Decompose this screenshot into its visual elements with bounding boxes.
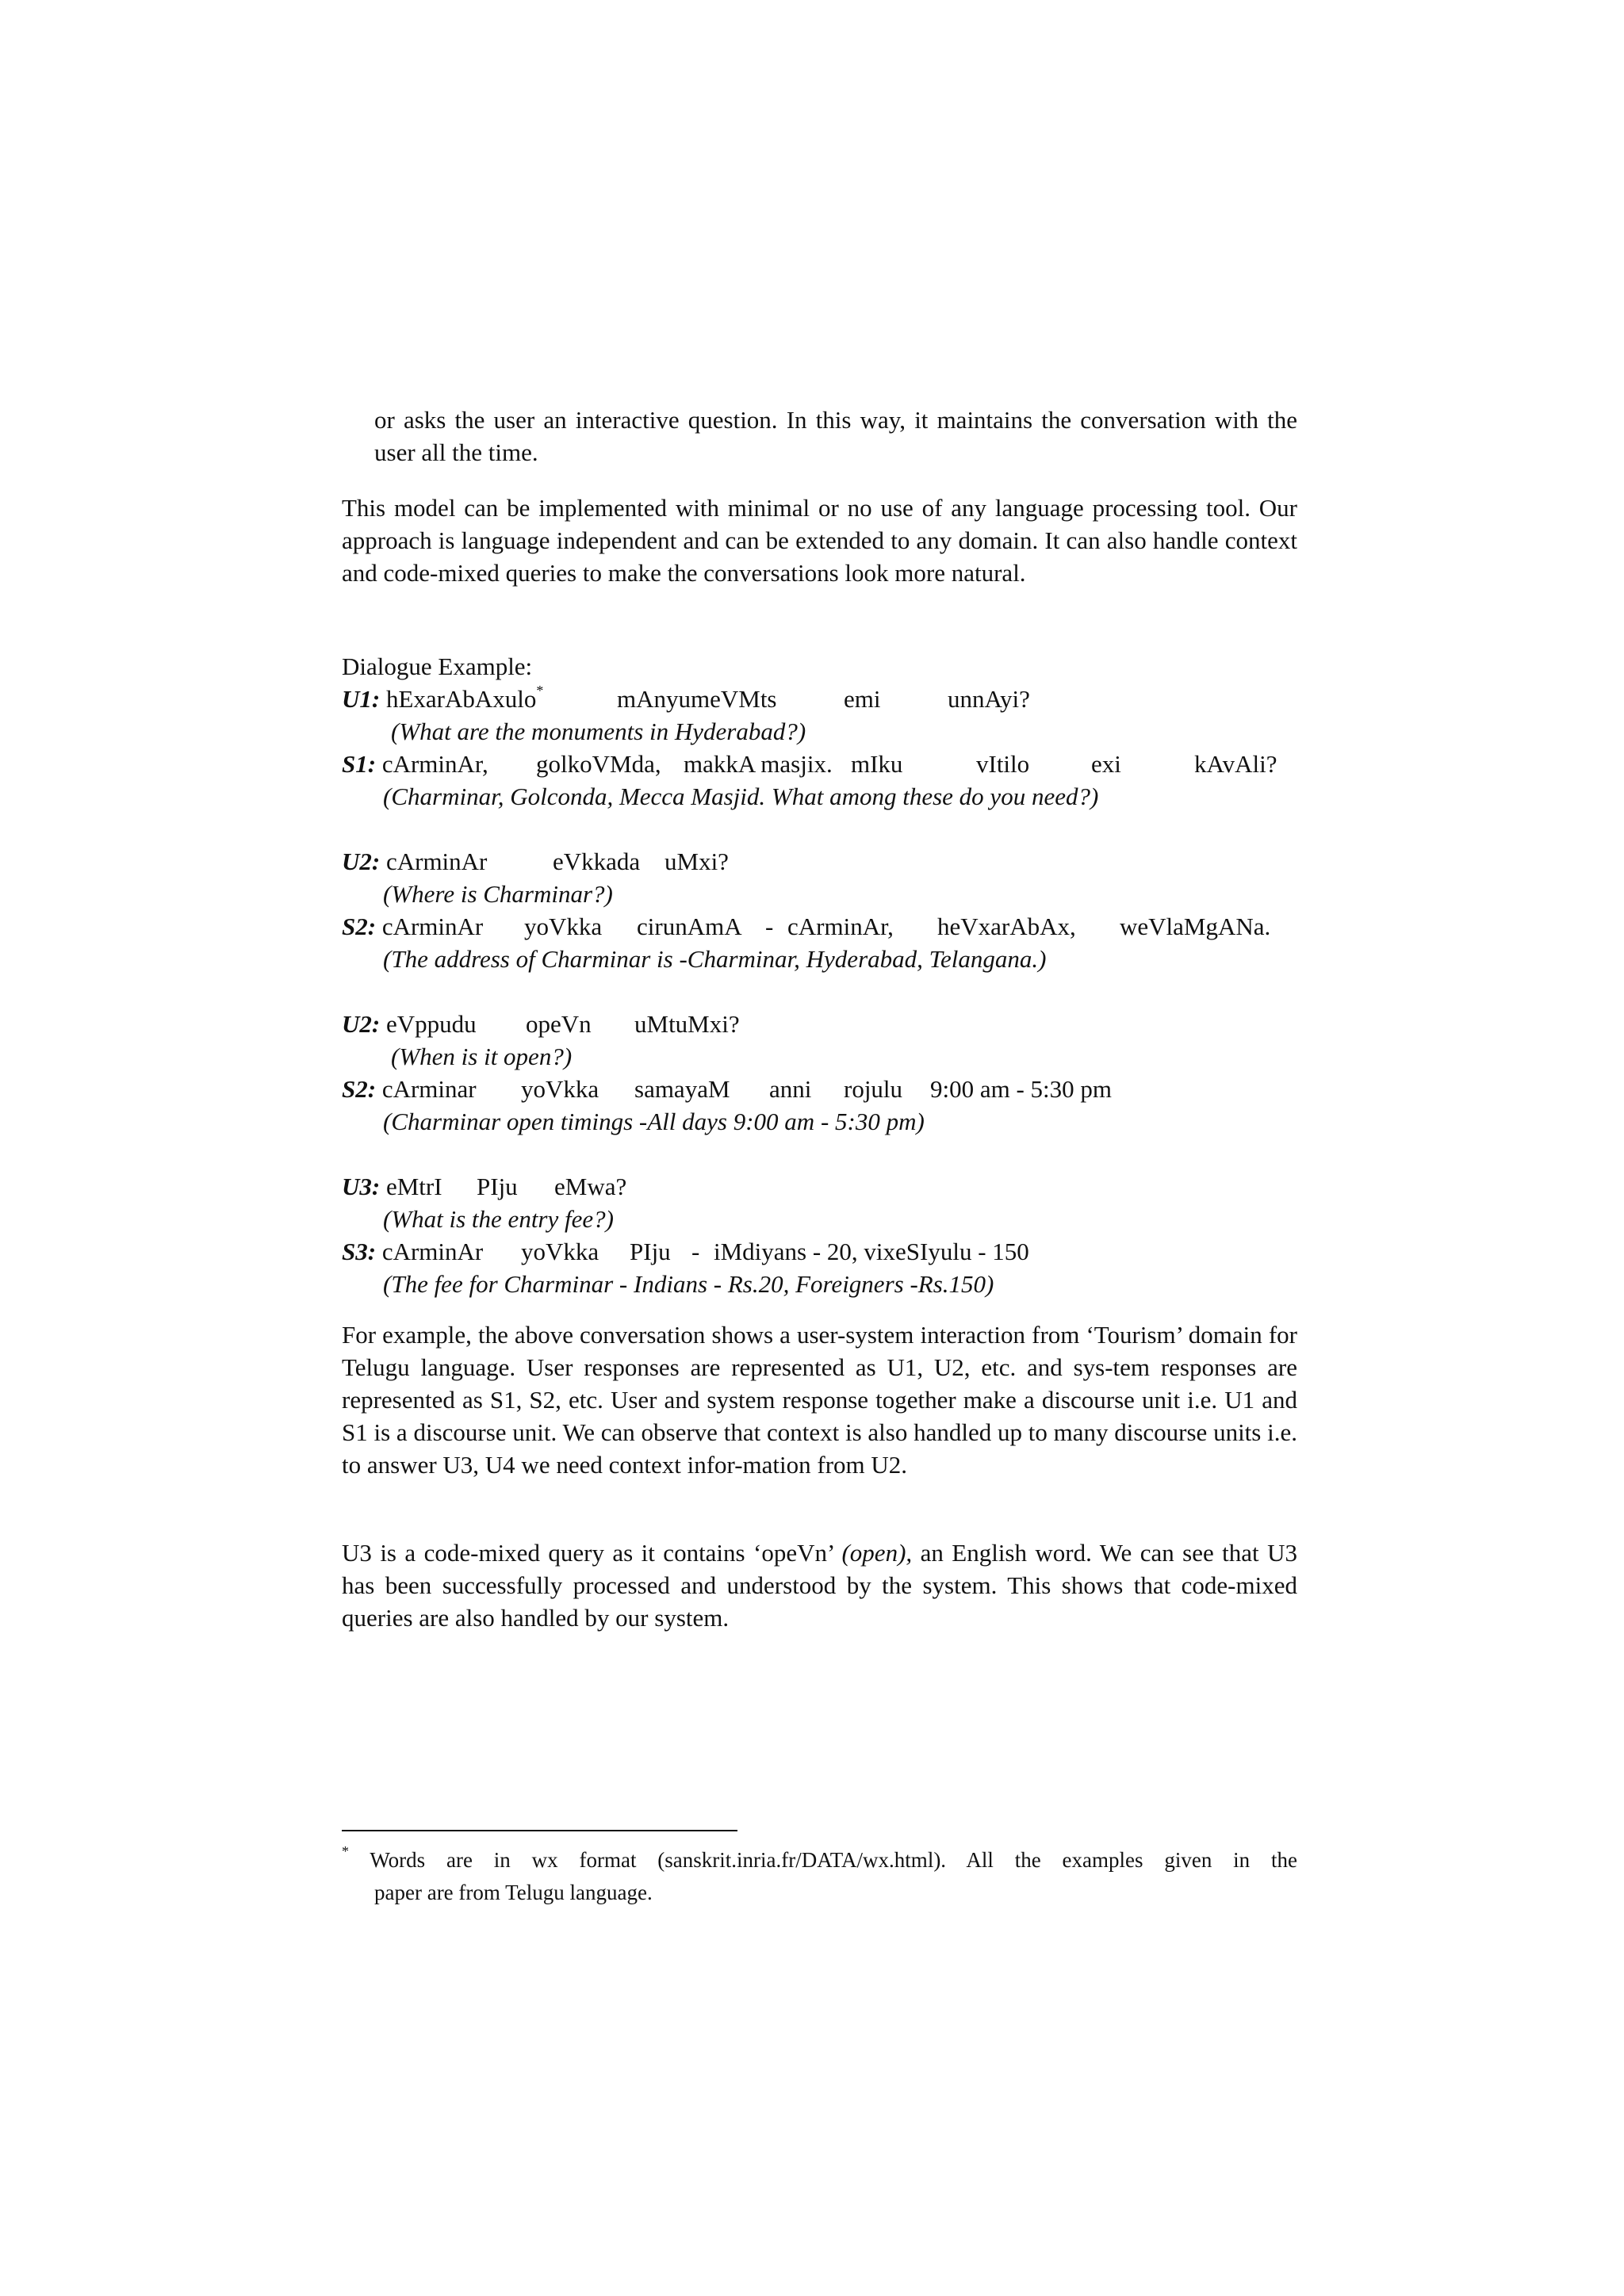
dialogue-word: emi: [844, 685, 881, 713]
paragraph-3-italic: (open),: [841, 1539, 913, 1567]
dialogue-word: mIku: [851, 750, 903, 778]
translation-s2: (The address of Charminar is -Charminar, Hyderabad, Telangana.): [383, 945, 1047, 973]
speaker-label: U3:: [342, 1173, 381, 1200]
speaker-label: U2:: [342, 848, 381, 875]
speaker-label: S2:: [342, 913, 377, 940]
translation-u1: (What are the monuments in Hyderabad?): [391, 718, 806, 745]
translation-s3: (The fee for Charminar - Indians - Rs.20, Foreigners -Rs.150): [383, 1270, 994, 1298]
dialogue-line-s2: [342, 1073, 477, 1105]
dialogue-line-s1: [342, 748, 488, 780]
body-paragraph-1: This model can be implemented with minimal or no use of any language processing tool. Our approach is language independent and can be extended to any domain. It can also handle context and code-mixed queries to make the conversations look more natural.: [342, 494, 1297, 587]
dialogue-word: cArminAr,: [787, 913, 894, 940]
dialogue-word: makkA masjix.: [684, 750, 833, 778]
footnote-separator: [342, 1830, 737, 1831]
dialogue-word: 9:00 am - 5:30 pm: [930, 1075, 1113, 1103]
dialogue-word: rojulu: [844, 1075, 903, 1103]
dialogue-word: cArminAr,: [381, 750, 488, 778]
footnote: [342, 1844, 1297, 1876]
dialogue-word: uMtuMxi?: [634, 1010, 740, 1038]
dialogue-word: vItilo: [976, 750, 1030, 778]
dialogue-word: cirunAmA: [637, 913, 742, 940]
dialogue-word: mAnyumeVMts: [617, 685, 777, 713]
dialogue-word: -: [765, 913, 774, 940]
dialogue-word: PIju: [477, 1173, 518, 1200]
translation-u2: (When is it open?): [391, 1043, 573, 1070]
footnote-mark: *: [342, 1843, 349, 1859]
dialogue-word: cArminAr: [385, 848, 488, 875]
body-paragraph-2: For example, the above conversation shows a user-system interaction from ‘Tourism’ domain for Telugu language. User responses are represented as U1, U2, etc. and sys-tem responses are represented as S1, S2, etc. User and system response together make a discourse unit i.e. U1 and S1 is a discourse unit. We can observe that context is also handled up to many discourse units i.e. to answer U3, U4 we need context infor-mation from U2.: [342, 1321, 1297, 1479]
dialogue-word: weVlaMgANa.: [1120, 913, 1271, 940]
body-paragraph-3: [342, 1536, 1297, 1634]
dialogue-word: uMxi?: [665, 848, 729, 875]
dialogue-word: cArminar: [381, 1075, 477, 1103]
dialogue-line-s2: [342, 910, 483, 943]
dialogue-word: golkoVMda,: [536, 750, 661, 778]
dialogue-word: -: [691, 1238, 700, 1265]
translation-u2: (Where is Charminar?): [383, 880, 613, 908]
speaker-label: S1:: [342, 750, 377, 778]
translation-s1: (Charminar, Golconda, Mecca Masjid. What among these do you need?): [383, 783, 1099, 810]
dialogue-example-label: Dialogue Example:: [342, 652, 533, 680]
continued-list-item-text: or asks the user an interactive question. In this way, it maintains the conversation with the user all the time.: [374, 406, 1297, 466]
translation-u3: (What is the entry fee?): [383, 1205, 614, 1233]
dialogue-word: unnAyi?: [948, 685, 1030, 713]
footnote-text: Words are in wx format (sanskrit.inria.fr/DATA/wx.html). All the examples given in the: [370, 1848, 1297, 1872]
dialogue-word: PIju: [630, 1238, 671, 1265]
speaker-label: S3:: [342, 1238, 377, 1265]
footnote-mark: *: [536, 682, 544, 698]
dialogue-word: eMwa?: [554, 1173, 627, 1200]
dialogue-word: exi: [1091, 750, 1121, 778]
footnote-continuation: paper are from Telugu language.: [374, 1881, 653, 1904]
dialogue-word: yoVkka: [521, 1075, 599, 1103]
dialogue-word: heVxarAbAx,: [937, 913, 1076, 940]
speaker-label: U1:: [342, 685, 381, 713]
dialogue-word: eMtrI: [385, 1173, 442, 1200]
speaker-label: U2:: [342, 1010, 381, 1038]
translation-s2: (Charminar open timings -All days 9:00 am - 5:30 pm): [383, 1108, 925, 1135]
dialogue-word: kAvAli?: [1194, 750, 1277, 778]
speaker-label: S2:: [342, 1075, 377, 1103]
dialogue-word: cArminAr: [381, 913, 484, 940]
dialogue-word: eVkkada: [553, 848, 641, 875]
dialogue-line-u1: [342, 683, 543, 715]
dialogue-word: yoVkka: [524, 913, 603, 940]
dialogue-word: cArminAr: [381, 1238, 484, 1265]
dialogue-word: iMdiyans - 20, vixeSIyulu - 150: [714, 1238, 1029, 1265]
dialogue-word: eVppudu: [385, 1010, 477, 1038]
paragraph-3-text: an English word. We can see that U3 has been successfully processed and understood by the system. This shows that code-mixed queries are also handled by our system.: [342, 1539, 1297, 1632]
dialogue-word: yoVkka: [521, 1238, 599, 1265]
dialogue-line-s3: [342, 1235, 483, 1268]
dialogue-line-u2: [342, 845, 487, 878]
dialogue-word: opeVn: [526, 1010, 592, 1038]
dialogue-word: anni: [769, 1075, 812, 1103]
dialogue-line-u2: [342, 1008, 477, 1040]
paragraph-3-text: U3 is a code-mixed query as it contains ‘opeVn’: [342, 1539, 842, 1567]
dialogue-line-u3: [342, 1170, 442, 1203]
dialogue-word: samayaM: [634, 1075, 730, 1103]
dialogue-word: hExarAbAxulo: [385, 685, 537, 713]
